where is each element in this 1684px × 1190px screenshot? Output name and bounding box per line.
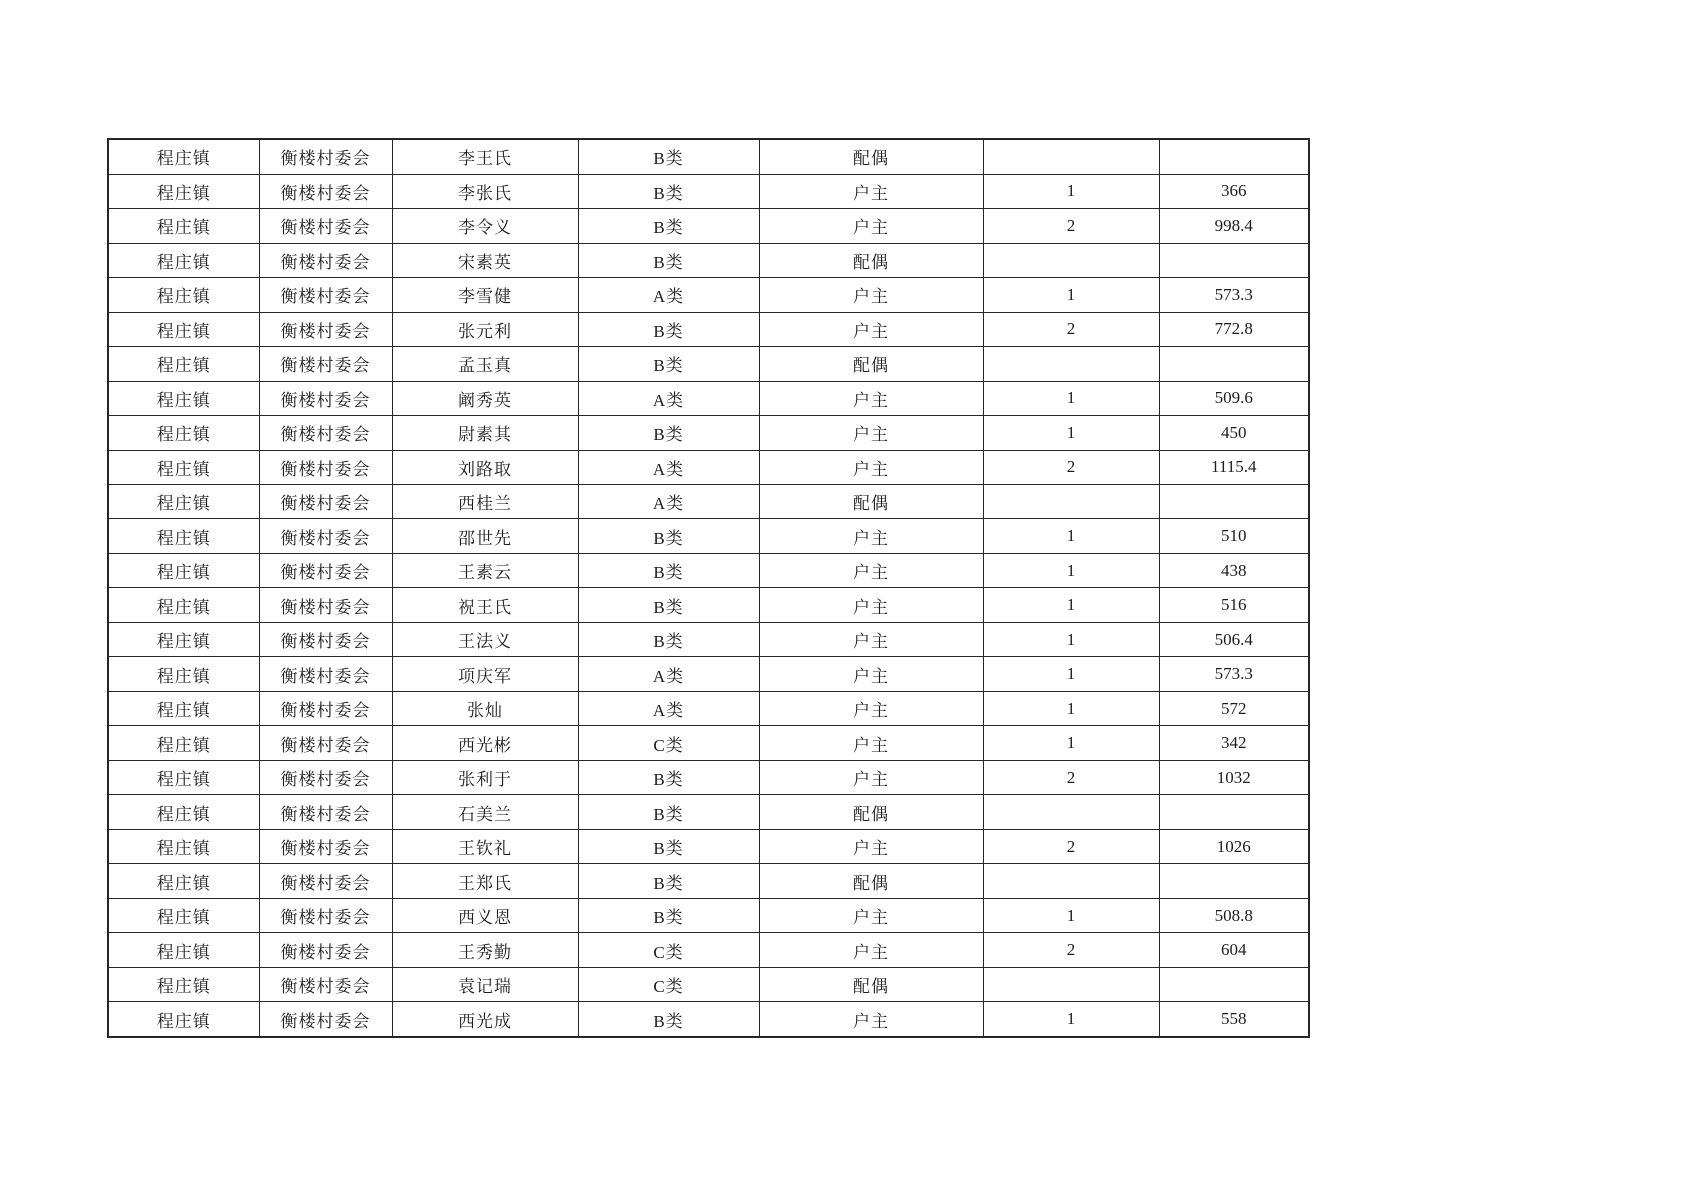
cell-category: B类 (578, 795, 759, 829)
cell-town: 程庄镇 (108, 726, 259, 760)
table-row (108, 795, 1309, 829)
cell-member_count (983, 243, 1159, 277)
cell-amount: 509.6 (1159, 381, 1309, 415)
cell-category: A类 (578, 381, 759, 415)
cell-village: 衡楼村委会 (259, 139, 392, 174)
cell-town: 程庄镇 (108, 760, 259, 794)
cell-village: 衡楼村委会 (259, 898, 392, 932)
cell-village: 衡楼村委会 (259, 1002, 392, 1037)
cell-member_count: 1 (983, 691, 1159, 725)
cell-category: B类 (578, 243, 759, 277)
cell-name: 西桂兰 (392, 485, 578, 519)
cell-member_count: 1 (983, 416, 1159, 450)
cell-name: 孟玉真 (392, 347, 578, 381)
cell-name: 王钦礼 (392, 829, 578, 863)
cell-member_count: 1 (983, 588, 1159, 622)
table-row (108, 416, 1309, 450)
cell-village: 衡楼村委会 (259, 485, 392, 519)
cell-town: 程庄镇 (108, 898, 259, 932)
cell-name: 石美兰 (392, 795, 578, 829)
cell-relation: 户主 (759, 829, 983, 863)
cell-relation: 户主 (759, 898, 983, 932)
table-row (108, 588, 1309, 622)
cell-amount (1159, 243, 1309, 277)
cell-category: C类 (578, 967, 759, 1001)
cell-relation: 户主 (759, 760, 983, 794)
cell-town: 程庄镇 (108, 174, 259, 208)
cell-member_count: 1 (983, 898, 1159, 932)
cell-member_count: 2 (983, 933, 1159, 967)
cell-village: 衡楼村委会 (259, 312, 392, 346)
cell-village: 衡楼村委会 (259, 691, 392, 725)
cell-town: 程庄镇 (108, 519, 259, 553)
cell-member_count: 2 (983, 829, 1159, 863)
cell-town: 程庄镇 (108, 622, 259, 656)
cell-member_count (983, 347, 1159, 381)
cell-village: 衡楼村委会 (259, 553, 392, 587)
cell-member_count: 2 (983, 209, 1159, 243)
cell-name: 张利于 (392, 760, 578, 794)
table-body (108, 139, 1309, 1037)
cell-relation: 配偶 (759, 967, 983, 1001)
cell-category: A类 (578, 278, 759, 312)
cell-amount: 772.8 (1159, 312, 1309, 346)
table-row (108, 829, 1309, 863)
cell-relation: 配偶 (759, 243, 983, 277)
cell-relation: 配偶 (759, 347, 983, 381)
cell-relation: 户主 (759, 278, 983, 312)
cell-town: 程庄镇 (108, 657, 259, 691)
table-row (108, 967, 1309, 1001)
cell-amount (1159, 139, 1309, 174)
cell-town: 程庄镇 (108, 416, 259, 450)
cell-amount (1159, 347, 1309, 381)
cell-town: 程庄镇 (108, 485, 259, 519)
cell-village: 衡楼村委会 (259, 416, 392, 450)
cell-village: 衡楼村委会 (259, 657, 392, 691)
table-row (108, 312, 1309, 346)
cell-amount: 558 (1159, 1002, 1309, 1037)
cell-member_count (983, 139, 1159, 174)
cell-category: B类 (578, 139, 759, 174)
cell-amount: 366 (1159, 174, 1309, 208)
cell-village: 衡楼村委会 (259, 174, 392, 208)
cell-relation: 户主 (759, 381, 983, 415)
cell-category: B类 (578, 760, 759, 794)
cell-town: 程庄镇 (108, 967, 259, 1001)
cell-name: 祝王氏 (392, 588, 578, 622)
cell-amount: 438 (1159, 553, 1309, 587)
cell-category: B类 (578, 829, 759, 863)
cell-village: 衡楼村委会 (259, 519, 392, 553)
cell-name: 李张氏 (392, 174, 578, 208)
cell-member_count: 1 (983, 553, 1159, 587)
cell-name: 张灿 (392, 691, 578, 725)
cell-relation: 户主 (759, 726, 983, 760)
cell-relation: 户主 (759, 312, 983, 346)
cell-category: B类 (578, 519, 759, 553)
cell-relation: 户主 (759, 416, 983, 450)
cell-member_count: 1 (983, 657, 1159, 691)
cell-name: 西光成 (392, 1002, 578, 1037)
cell-category: B类 (578, 553, 759, 587)
cell-village: 衡楼村委会 (259, 864, 392, 898)
cell-name: 李雪健 (392, 278, 578, 312)
cell-town: 程庄镇 (108, 795, 259, 829)
cell-name: 王郑氏 (392, 864, 578, 898)
cell-village: 衡楼村委会 (259, 381, 392, 415)
cell-relation: 户主 (759, 1002, 983, 1037)
cell-village: 衡楼村委会 (259, 278, 392, 312)
cell-category: B类 (578, 416, 759, 450)
cell-town: 程庄镇 (108, 933, 259, 967)
cell-category: B类 (578, 312, 759, 346)
table-row (108, 278, 1309, 312)
cell-category: B类 (578, 174, 759, 208)
table-row (108, 760, 1309, 794)
cell-amount: 998.4 (1159, 209, 1309, 243)
cell-amount: 506.4 (1159, 622, 1309, 656)
cell-member_count (983, 864, 1159, 898)
cell-name: 阚秀英 (392, 381, 578, 415)
cell-town: 程庄镇 (108, 139, 259, 174)
cell-member_count: 1 (983, 622, 1159, 656)
cell-amount: 1032 (1159, 760, 1309, 794)
cell-village: 衡楼村委会 (259, 726, 392, 760)
cell-relation: 户主 (759, 174, 983, 208)
cell-relation: 户主 (759, 588, 983, 622)
cell-name: 李令义 (392, 209, 578, 243)
cell-relation: 户主 (759, 209, 983, 243)
cell-member_count: 2 (983, 312, 1159, 346)
cell-village: 衡楼村委会 (259, 933, 392, 967)
cell-name: 袁记瑞 (392, 967, 578, 1001)
cell-amount: 1026 (1159, 829, 1309, 863)
household-subsidy-table (107, 138, 1310, 1038)
cell-amount: 450 (1159, 416, 1309, 450)
cell-town: 程庄镇 (108, 553, 259, 587)
cell-category: C类 (578, 933, 759, 967)
cell-name: 张元利 (392, 312, 578, 346)
table-row (108, 933, 1309, 967)
table-row (108, 139, 1309, 174)
cell-amount: 508.8 (1159, 898, 1309, 932)
table-row (108, 553, 1309, 587)
table-row (108, 209, 1309, 243)
cell-village: 衡楼村委会 (259, 622, 392, 656)
cell-category: A类 (578, 450, 759, 484)
table-row (108, 243, 1309, 277)
cell-category: B类 (578, 588, 759, 622)
cell-village: 衡楼村委会 (259, 243, 392, 277)
cell-name: 西光彬 (392, 726, 578, 760)
cell-amount: 516 (1159, 588, 1309, 622)
cell-relation: 配偶 (759, 139, 983, 174)
cell-town: 程庄镇 (108, 864, 259, 898)
cell-member_count: 1 (983, 278, 1159, 312)
cell-member_count: 1 (983, 519, 1159, 553)
cell-amount (1159, 485, 1309, 519)
table-row (108, 898, 1309, 932)
cell-village: 衡楼村委会 (259, 829, 392, 863)
cell-amount: 510 (1159, 519, 1309, 553)
cell-name: 宋素英 (392, 243, 578, 277)
table-row (108, 519, 1309, 553)
cell-town: 程庄镇 (108, 829, 259, 863)
cell-name: 李王氏 (392, 139, 578, 174)
cell-category: A类 (578, 657, 759, 691)
cell-member_count (983, 795, 1159, 829)
cell-category: B类 (578, 898, 759, 932)
cell-village: 衡楼村委会 (259, 795, 392, 829)
cell-town: 程庄镇 (108, 691, 259, 725)
cell-amount (1159, 864, 1309, 898)
cell-category: C类 (578, 726, 759, 760)
cell-town: 程庄镇 (108, 1002, 259, 1037)
cell-relation: 户主 (759, 691, 983, 725)
cell-amount: 1115.4 (1159, 450, 1309, 484)
cell-amount: 573.3 (1159, 657, 1309, 691)
cell-amount: 572 (1159, 691, 1309, 725)
table-row (108, 485, 1309, 519)
cell-village: 衡楼村委会 (259, 347, 392, 381)
cell-relation: 配偶 (759, 795, 983, 829)
cell-relation: 配偶 (759, 485, 983, 519)
cell-village: 衡楼村委会 (259, 588, 392, 622)
cell-member_count: 1 (983, 726, 1159, 760)
table-row (108, 622, 1309, 656)
cell-town: 程庄镇 (108, 209, 259, 243)
cell-relation: 户主 (759, 622, 983, 656)
cell-name: 王法义 (392, 622, 578, 656)
cell-member_count (983, 967, 1159, 1001)
table-row (108, 726, 1309, 760)
cell-village: 衡楼村委会 (259, 760, 392, 794)
cell-name: 刘路取 (392, 450, 578, 484)
cell-member_count: 2 (983, 450, 1159, 484)
cell-town: 程庄镇 (108, 243, 259, 277)
table-row (108, 1002, 1309, 1037)
cell-amount: 573.3 (1159, 278, 1309, 312)
cell-village: 衡楼村委会 (259, 209, 392, 243)
table-row (108, 450, 1309, 484)
cell-village: 衡楼村委会 (259, 450, 392, 484)
cell-relation: 户主 (759, 519, 983, 553)
cell-member_count: 1 (983, 381, 1159, 415)
cell-member_count: 1 (983, 174, 1159, 208)
table-row (108, 347, 1309, 381)
cell-name: 项庆军 (392, 657, 578, 691)
cell-town: 程庄镇 (108, 347, 259, 381)
cell-relation: 户主 (759, 450, 983, 484)
cell-member_count: 1 (983, 1002, 1159, 1037)
cell-name: 尉素其 (392, 416, 578, 450)
cell-town: 程庄镇 (108, 278, 259, 312)
cell-amount: 604 (1159, 933, 1309, 967)
cell-category: B类 (578, 347, 759, 381)
cell-name: 西义恩 (392, 898, 578, 932)
cell-relation: 户主 (759, 553, 983, 587)
cell-relation: 配偶 (759, 864, 983, 898)
cell-amount: 342 (1159, 726, 1309, 760)
table-row (108, 381, 1309, 415)
cell-town: 程庄镇 (108, 588, 259, 622)
table-row (108, 864, 1309, 898)
cell-town: 程庄镇 (108, 381, 259, 415)
table-row (108, 174, 1309, 208)
cell-relation: 户主 (759, 933, 983, 967)
table-row (108, 657, 1309, 691)
cell-name: 王秀勤 (392, 933, 578, 967)
cell-member_count (983, 485, 1159, 519)
cell-category: B类 (578, 622, 759, 656)
cell-village: 衡楼村委会 (259, 967, 392, 1001)
cell-category: B类 (578, 1002, 759, 1037)
cell-category: B类 (578, 209, 759, 243)
cell-name: 王素云 (392, 553, 578, 587)
cell-amount (1159, 795, 1309, 829)
cell-category: A类 (578, 691, 759, 725)
cell-member_count: 2 (983, 760, 1159, 794)
cell-relation: 户主 (759, 657, 983, 691)
cell-town: 程庄镇 (108, 450, 259, 484)
table-row (108, 691, 1309, 725)
cell-town: 程庄镇 (108, 312, 259, 346)
cell-category: B类 (578, 864, 759, 898)
cell-amount (1159, 967, 1309, 1001)
cell-category: A类 (578, 485, 759, 519)
cell-name: 邵世先 (392, 519, 578, 553)
